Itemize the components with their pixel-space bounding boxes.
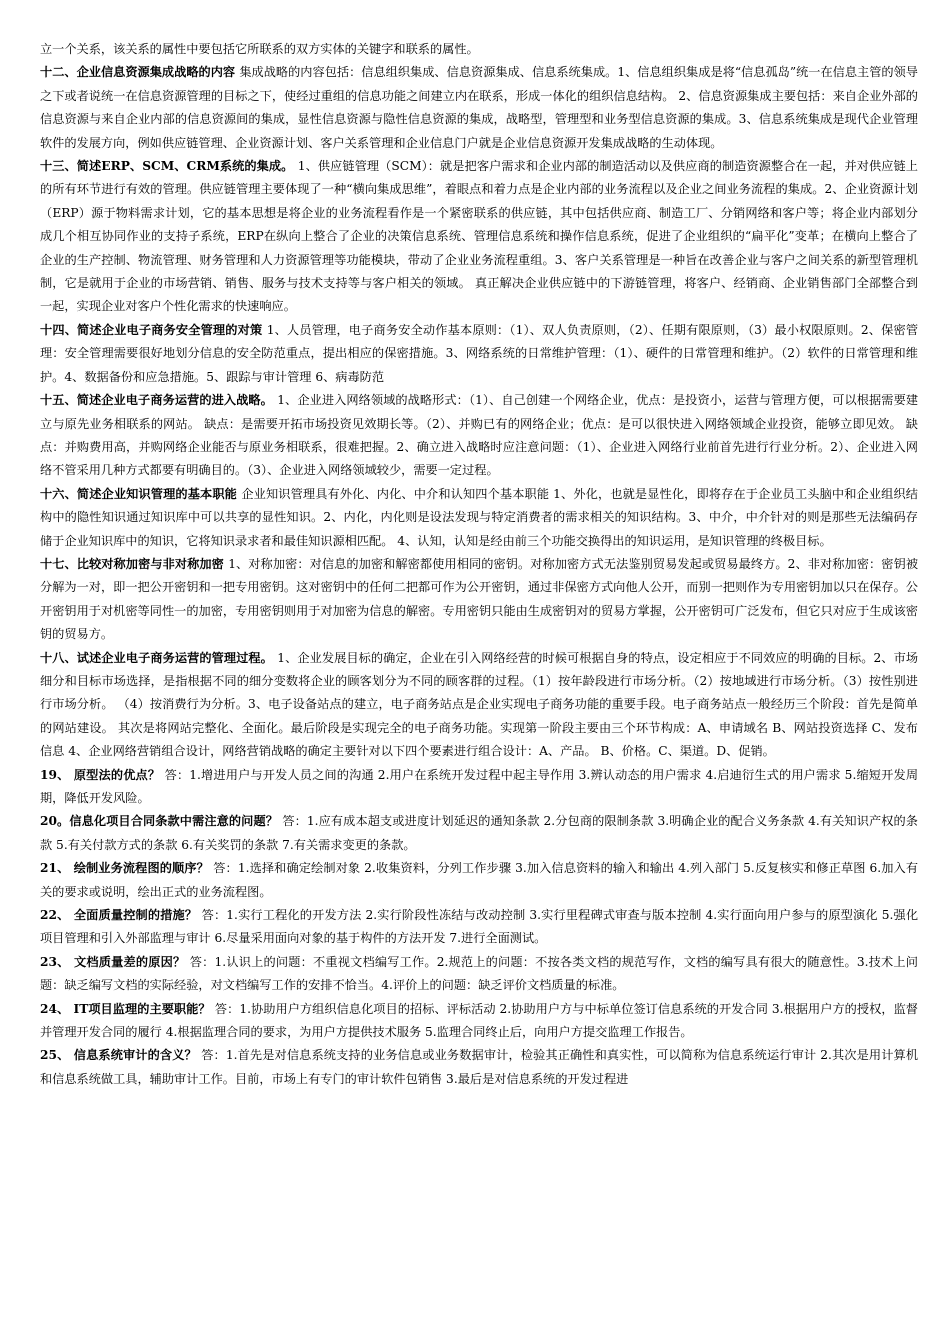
paragraph-heading: 20。信息化项目合同条款中需注意的问题？ [40,814,279,829]
paragraph-21 [40,857,918,904]
paragraph-body: 1、供应链管理（SCM）：就是把客户需求和企业内部的制造活动以及供应商的制造资源整合在一起，并对供应链上的所有环节进行有效的管理。供应链管理主要体现了一种“横向集成思维”，着眼点和着力点是企业内部的业务流程以及企业之间业务流程的集成。2、企业资源计划（ERP）源于物料需求计划，它的基本思想是将企业的业务流程看作是一个紧密联系的供应链，其中包括供应商、制造工厂、分销网络和客户等；将企业内部划分成几个相互协同作业的支持子系统，ERP在纵向上整合了企业的决策信息系统、管理信息系统和操作信息系统，促进了企业组织的“扁平化”变革；在横向上整合了企业的生产控制、物流管理、财务管理和人力资源管理等功能模块，带动了企业业务流程重组。3、客户关系管理是一种旨在改善企业与客户之间关系的新型管理机制，它是就用于企业的市场营销、销售、服务与技术支持等与客户相关的领域。 真正解决企业供应链中的下游链管理，将客户、经销商、企业销售部门全部整合到一起，实现企业对客户个性化需求的快速响应。 [40,159,918,314]
paragraph-17 [40,553,918,647]
paragraph-heading: 十六、简述企业知识管理的基本职能 [40,486,237,501]
paragraph-heading: 25、 信息系统审计的含义？ [40,1048,197,1063]
paragraph-heading: 21、 绘制业务流程图的顺序？ [40,861,209,876]
paragraph-body: 1、对称加密：对信息的加密和解密都使用相同的密钥。对称加密方式无法鉴别贸易发起或贸易最终方。2、非对称加密：密钥被分解为一对，即一把公开密钥和一把专用密钥。这对密钥中的任何二把都可作为公开密钥，通过非保密方式向他人公开，而别一把则作为专用密钥加以只在保存。公开密钥用于对机密等同性一的加密，专用密钥则用于对加密为信息的解密。专用密钥只能由生成密钥对的贸易方掌握，公开密钥可广泛发布，但它只对应于生成该密钥的贸易方。 [40,556,919,642]
paragraph-body: 答：1.首先是对信息系统支持的业务信息或业务数据审计，检验其正确性和真实性，可以简称为信息系统运行审计 2.其次是用计算机和信息系统做工具，辅助审计工作。目前，市场上有专门的审计软件包销售 3.最后是对信息系统的开发过程进 [40,1048,919,1086]
paragraph-body: 立一个关系，该关系的属性中要包括它所联系的双方实体的关键字和联系的属性。 [40,42,479,56]
paragraph-16 [40,483,918,553]
paragraph-15 [40,389,918,483]
paragraph-body: 1、企业进入网络领域的战略形式：（1）、自己创建一个网络企业，优点：是投资小，运营与管理方便，可以根据需要建立与原先业务相联系的网站。 缺点：是需要开拓市场投资见效期长等。（2）、并购已有的网络企业；优点：是可以很快进入网络领域企业投资，能够立即见效。 缺点：并购费用高，并购网络企业能否与原业务相联系，很难把握。2、确立进入战略时应注意问题：（1）、企业进入网络行业前首先进行行业分析。2）、企业进入网络不管采用几种方式都要有明确目的。（3）、企业进入网络领域较少，需要一定过程。 [40,393,919,478]
paragraph-body: 1、人员管理，电子商务安全动作基本原则：（1）、双人负责原则，（2）、任期有限原则，（3）最小权限原则。2、保密管理：安全管理需要很好地划分信息的安全防范重点，提出相应的保密措施。3、网络系统的日常维护管理：（1）、硬件的日常管理和维护。（2）软件的日常管理和维护。4、数据备份和应急措施。5、跟踪与审计管理 6、病毒防范 [40,322,919,384]
paragraph-heading: 23、 文档质量差的原因？ [40,954,186,969]
paragraph-heading: 十三、简述ERP、SCM、CRM系统的集成。 [40,159,294,174]
paragraph-heading: 19、 原型法的优点？ [40,767,161,782]
paragraph-heading: 十四、简述企业电子商务安全管理的对策 [40,322,263,337]
paragraph-body: 答：1.应有成本超支或进度计划延迟的通知条款 2.分包商的限制条款 3.明确企业的配合义务条款 4.有关知识产权的条款 5.有关付款方式的条款 6.有关奖罚的条款 7.有关需求变更的条款。 [40,814,918,852]
paragraph-19 [40,764,918,811]
paragraph-25 [40,1044,918,1091]
paragraph-heading: 22、 全面质量控制的措施？ [40,908,198,923]
paragraph-heading: 十五、简述企业电子商务运营的进入战略。 [40,393,273,408]
paragraph-body: 答：1.协助用户方组织信息化项目的招标、评标活动 2.协助用户方与中标单位签订信息系统的开发合同 3.根据用户方的授权，监督并管理开发合同的履行 4.根据监理合同的要求，为用户方提供技术服务 5.监理合同终止后，向用户方提交监理工作报告。 [40,1001,918,1040]
paragraph-body: 答：1.认识上的问题：不重视文档编写工作。2.规范上的问题：不按各类文档的规范写作，文档的编写具有很大的随意性。3.技术上问题：缺乏编写文档的实际经验，对文档编写工作的安排不恰当。4.评价上的问题：缺乏评价文档质量的标准。 [40,954,918,993]
paragraph-body: 答：1.实行工程化的开发方法 2.实行阶段性冻结与改动控制 3.实行里程碑式审查与版本控制 4.实行面向用户参与的原型演化 5.强化项目管理和引入外部监理与审计 6.尽量采用面向对象的基于构件的方法开发 7.进行全面测试。 [40,908,919,946]
paragraph-heading: 十八、试述企业电子商务运营的管理过程。 [40,650,273,665]
paragraph-heading: 24、 IT项目监理的主要职能？ [40,1001,211,1016]
paragraph-12 [40,61,918,155]
paragraph-intro [40,38,918,61]
paragraph-20 [40,810,918,857]
paragraph-22 [40,904,918,951]
paragraph-body: 企业知识管理具有外化、内化、中介和认知四个基本职能 1、外化，也就是显性化，即将存在于企业员工头脑中和企业组织结构中的隐性知识通过知识库中可以共享的显性知识。2、内化，内化则是设法发现与特定消费者的需求相关的知识结构。3、中介，中介针对的则是那些无法编码存储于企业知识库中的知识，它将知识录求者和最佳知识源相匹配。 4、认知，认知是经由前三个功能交换得出的知识运用，是知识管理的终极目标。 [40,486,918,548]
paragraph-body: 集成战略的内容包括：信息组织集成、信息资源集成、信息系统集成。1、信息组织集成是将“信息孤岛”统一在信息主管的领导之下或者说统一在信息资源管理的目标之下，使经过重组的信息功能之间建立内在联系，形成一体化的组织信息结构。 2、信息资源集成主要包括：来自企业外部的信息资源与来自企业内部的信息资源间的集成，显性信息资源与隐性信息资源的集成，战略型，管理型和业务型信息资源的集成。3、信息系统集成是现代企业管理软件的发展方向，例如供应链管理、企业资源计划、客户关系管理和企业信息门户就是企业信息资源开发集成战略的生动体现。 [40,65,918,150]
paragraph-heading: 十七、比较对称加密与非对称加密 [40,556,224,571]
paragraph-18 [40,647,918,764]
paragraph-body: 1、企业发展目标的确定，企业在引入网络经营的时候可根据自身的特点，设定相应于不同效应的明确的目标。2、市场细分和目标市场选择，是指根据不同的细分变数将企业的顾客划分为不同的顾客群的过程。（1）按年龄段进行市场分析。（2）按地域进行市场分析。（3）按性别进行市场分析。 （4）按消费行为分析。3、电子设备站点的建立，电子商务站点是企业实现电子商务功能的重要手段。电子商务站点一般经历三个阶段：首先是简单的网站建设。 其次是将网站完整化、全面化。最后阶段是实现完全的电子商务功能。实现第一阶段主要由三个环节构成：A、申请域名 B、网站投资选择 C、发布信息 4、企业网络营销组合设计，网络营销战略的确定主要针对以下四个要素进行组合设计：A、产品。 B、价格。C、渠道。D、促销。 [40,650,919,759]
paragraph-body: 答：1.增进用户与开发人员之间的沟通 2.用户在系统开发过程中起主导作用 3.辨认动态的用户需求 4.启迪衍生式的用户需求 5.缩短开发周期，降低开发风险。 [40,767,919,805]
paragraph-body: 答：1.选择和确定绘制对象 2.收集资料，分列工作步骤 3.加入信息资料的输入和输出 4.列入部门 5.反复核实和修正草图 6.加入有关的要求或说明，绘出正式的业务流程图。 [40,861,919,899]
paragraph-heading: 十二、企业信息资源集成战略的内容 [40,65,236,80]
paragraph-14 [40,319,918,389]
paragraph-23 [40,951,918,998]
paragraph-13 [40,155,918,319]
paragraph-24 [40,998,918,1045]
